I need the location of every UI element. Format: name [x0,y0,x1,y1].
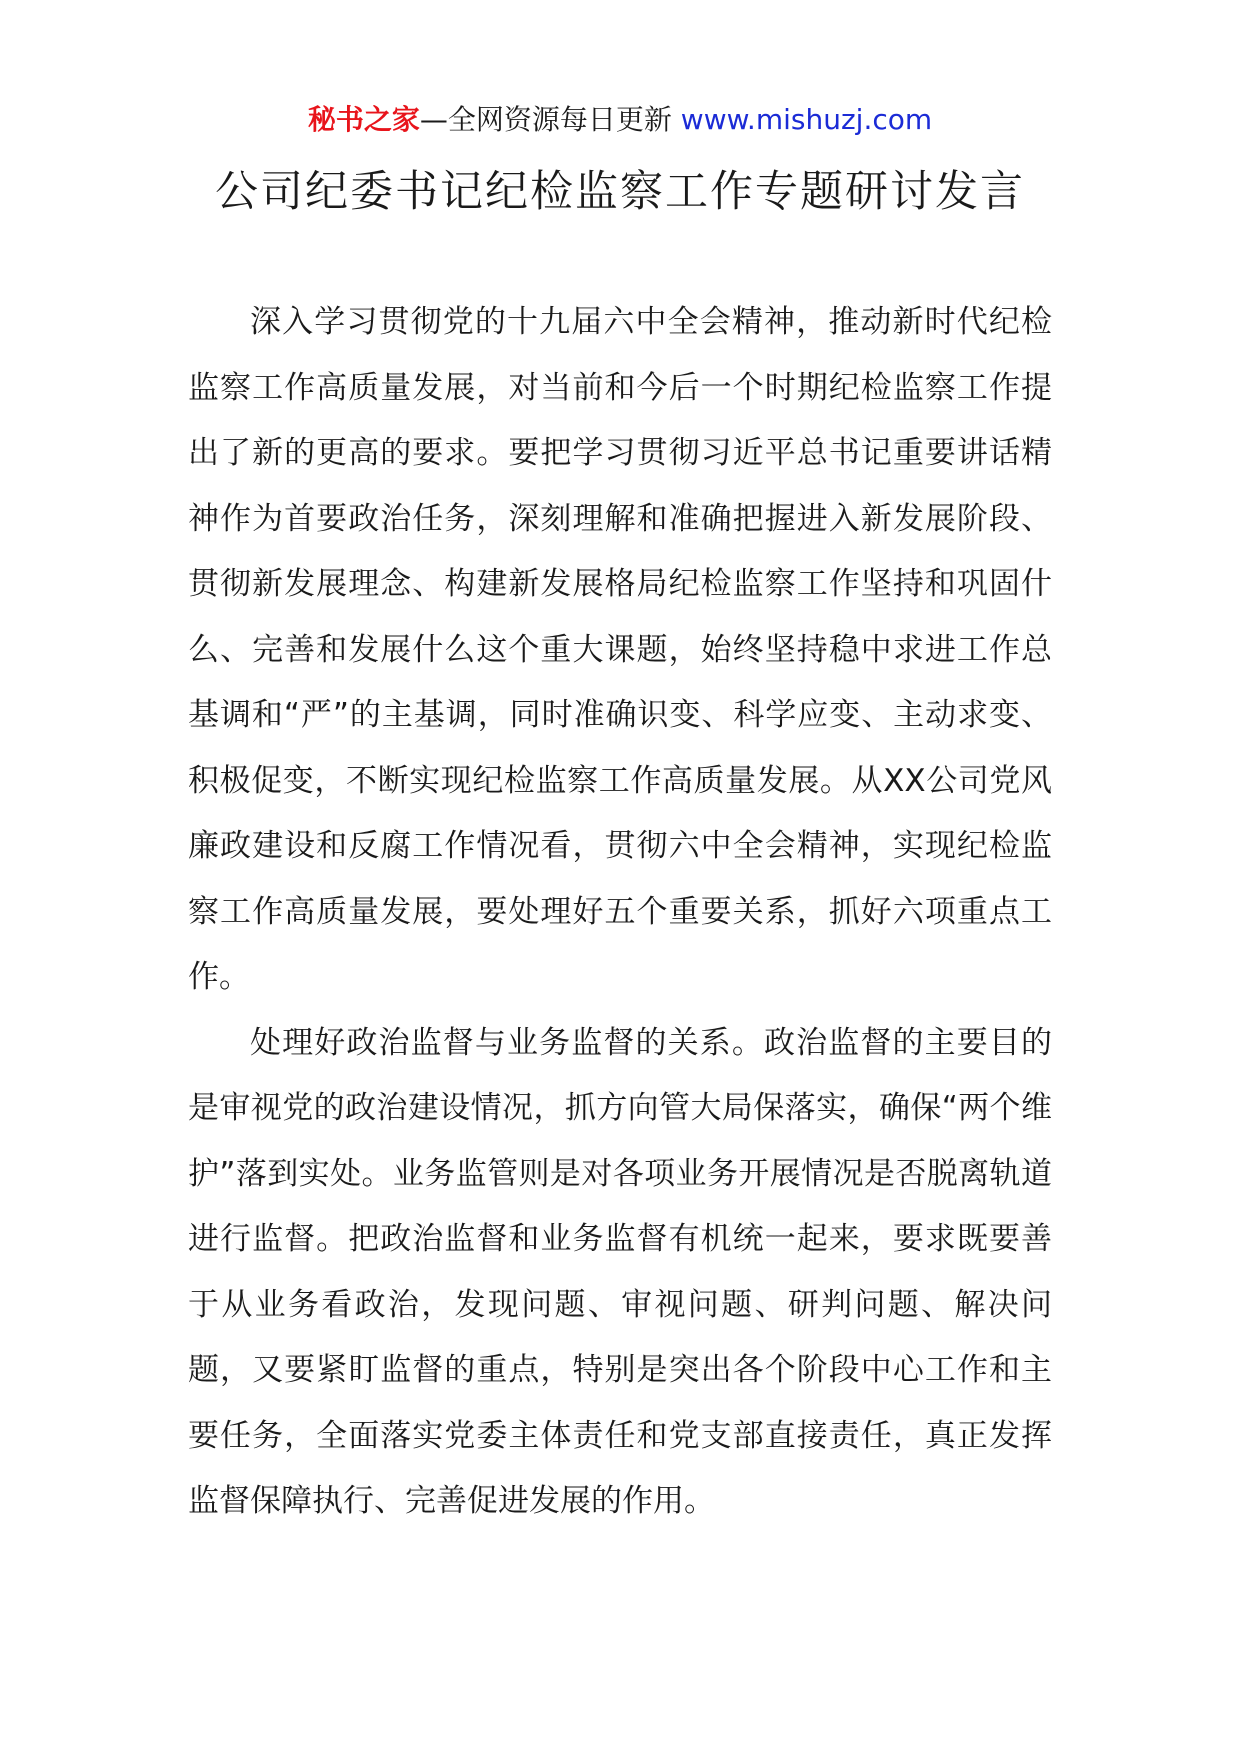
document-title: 公司纪委书记纪检监察工作专题研讨发言 [215,167,1025,217]
site-url-link[interactable]: www.mishuzj.com [680,103,933,136]
site-slogan: —全网资源每日更新 [419,103,672,136]
document-body [188,290,1052,1535]
brand-name: 秘书之家 [307,103,420,136]
site-header [0,100,1240,140]
paragraph-1: 深入学习贯彻党的十九届六中全会精神，推动新时代纪检监察工作高质量发展，对当前和今后一个时期纪检监察工作提出了新的更高的要求。要把学习贯彻习近平总书记重要讲话精神作为首要政治任务，深刻理解和准确把握进入新发展阶段、贯彻新发展理念、构建新发展格局纪检监察工作坚持和巩固什么、完善和发展什么这个重大课题，始终坚持稳中求进工作总基调和“严”的主基调，同时准确识变、科学应变、主动求变、积极促变，不断实现纪检监察工作高质量发展。从XX公司党风廉政建设和反腐工作情况看，贯彻六中全会精神，实现纪检监察工作高质量发展，要处理好五个重要关系，抓好六项重点工作。 [188,304,1052,995]
paragraph-2: 处理好政治监督与业务监督的关系。政治监督的主要目的是审视党的政治建设情况，抓方向管大局保落实，确保“两个维护”落到实处。业务监管则是对各项业务开展情况是否脱离轨道进行监督。把政治监督和业务监督有机统一起来，要求既要善于从业务看政治，发现问题、审视问题、研判问题、解决问题，又要紧盯监督的重点，特别是突出各个阶段中心工作和主要任务，全面落实党委主体责任和党支部直接责任，真正发挥监督保障执行、完善促进发展的作用。 [188,1024,1052,1519]
